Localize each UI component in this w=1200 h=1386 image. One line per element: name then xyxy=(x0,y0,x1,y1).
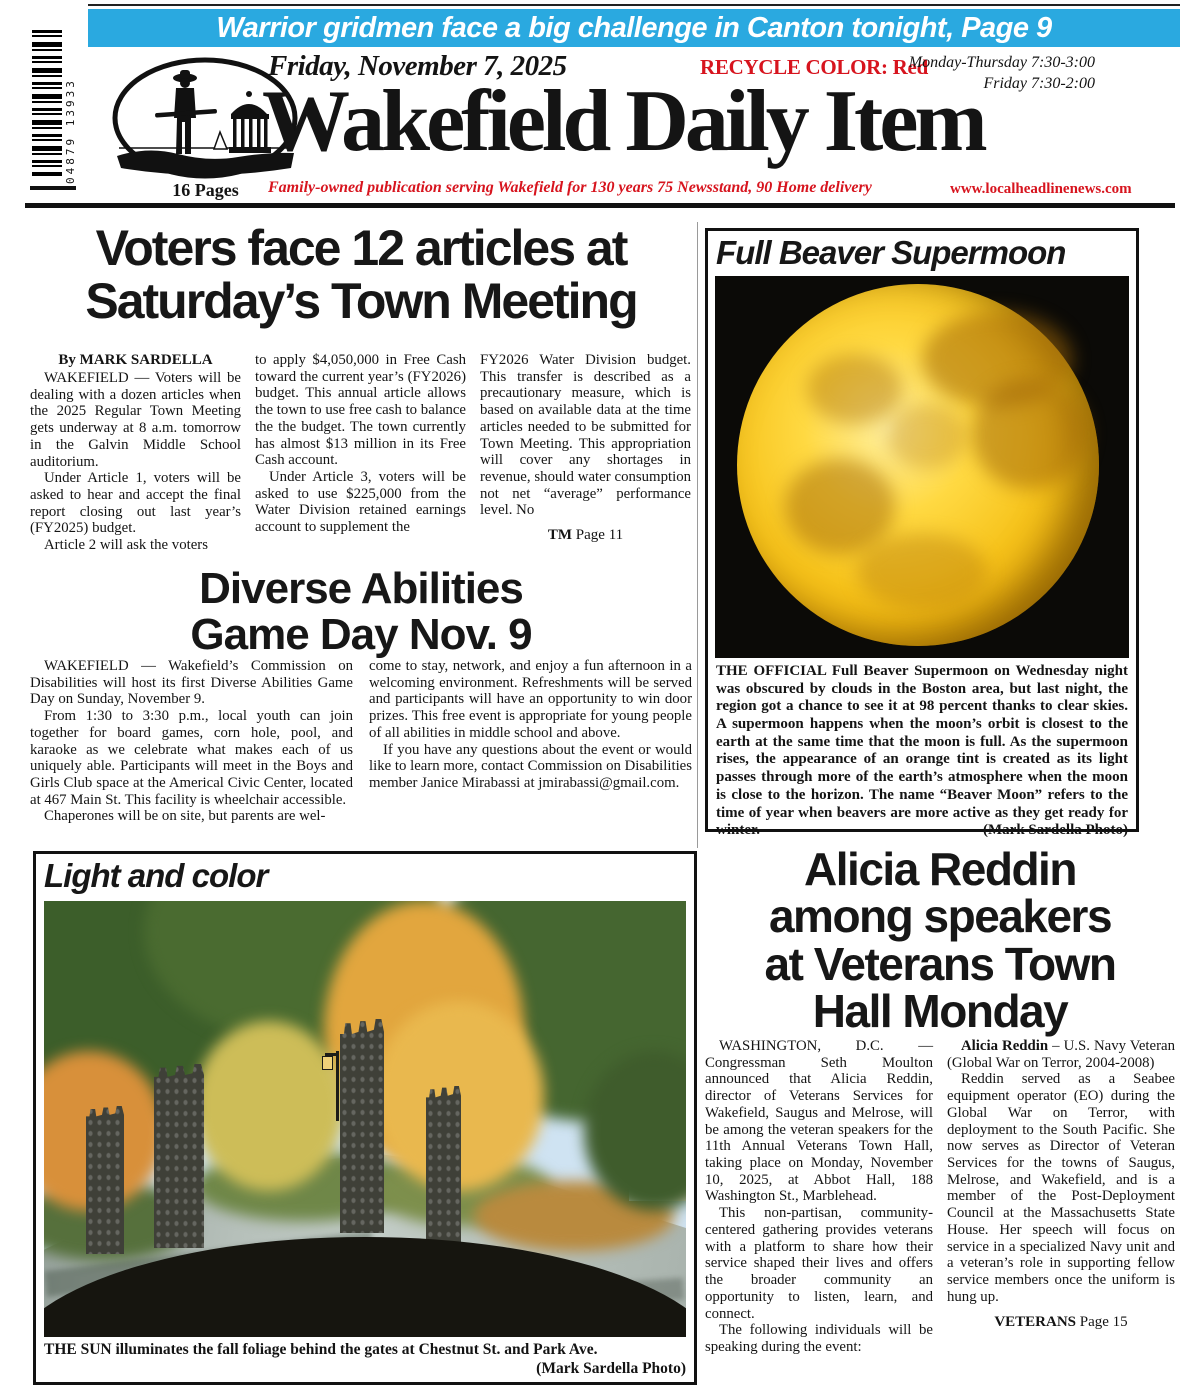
game-day-column-1 xyxy=(30,658,353,846)
paragraph: WASHINGTON, D.C. — Congressman Seth Moulton announced that Alicia Reddin, director of Veterans Services for Wakefield, Saugus and Melrose, will be among the veteran speakers for the 11th Annual Veterans Town Hall, taking place on Monday, November 10, 2025, at Abbot Hall, 188 Washington St., Marblehead. xyxy=(705,1038,933,1205)
veterans-headline xyxy=(705,843,1175,1038)
stone-pillar xyxy=(86,1106,124,1254)
paragraph: From 1:30 to 3:30 p.m., local youth can join together for board games, corn hole, pool, and karaoke as we celebrate what makes each of us uniquely able. Participants will meet in the Boys and Girls Club space at the Americal Civic Center, located at 467 Main St. This facility is wheelchair accessible. xyxy=(30,708,353,808)
stone-pillar xyxy=(426,1086,461,1248)
game-day-headline-line2: Game Day Nov. 9 xyxy=(190,609,532,659)
paragraph: to apply $4,050,000 in Free Cash toward the current year’s (FY2026) budget. This annual article allows the town to use free cash to balance the the budget. The town currently has almost $13 million in its Free Cash account. xyxy=(255,352,466,469)
light-and-color-photo-box xyxy=(33,851,697,1385)
jump-slug: VETERANS xyxy=(994,1313,1076,1330)
fall-foliage-photo xyxy=(44,901,686,1337)
game-day-headline xyxy=(30,566,692,658)
veterans-column-1 xyxy=(705,1038,933,1386)
continuation-line xyxy=(947,1314,1175,1331)
speaker-entry xyxy=(947,1038,1175,1071)
hours-line-2: Friday 7:30-2:00 xyxy=(983,75,1095,92)
paragraph: Reddin served as a Seabee equipment operator (EO) during the Global War on Terror, with deployment to the South Pacific. She now serves as Director of Veteran Services for the towns of Saugus, Melrose, and Wakefield, and is a member of the Post-Deployment Council at the Massachusetts State House. Her speech will focus on service in a specialized Navy unit and a veteran’s role in supporting fellow service members once the uniform is hung up. xyxy=(947,1071,1175,1305)
issue-date: Friday, November 7, 2025 xyxy=(268,50,567,82)
paragraph: Chaperones will be on site, but parents are wel- xyxy=(44,808,326,825)
caption-lead-in: THE OFFICIAL xyxy=(716,663,827,679)
lead-story-column-2 xyxy=(255,352,466,564)
veterans-headline-line3: at Veterans Town xyxy=(764,937,1116,990)
barcode-rule xyxy=(30,186,76,190)
jump-page: Page 15 xyxy=(1076,1313,1128,1330)
speaker-description: – U.S. Navy Veteran (Global War on Terror, 2004-2008) xyxy=(947,1038,1175,1071)
page-count: 16 Pages xyxy=(172,180,239,200)
photo-caption xyxy=(36,1337,694,1378)
photo-credit: (Mark Sardella Photo) xyxy=(983,822,1128,839)
top-banner: Warrior gridmen face a big challenge in Canton tonight, Page 9 xyxy=(88,9,1180,47)
supermoon-caption xyxy=(708,658,1136,845)
game-day-column-2 xyxy=(369,658,692,846)
barcode xyxy=(28,26,90,194)
website-link[interactable]: www.localheadlinenews.com xyxy=(950,181,1132,197)
barcode-bars xyxy=(32,30,62,176)
lead-story-column-3 xyxy=(480,352,691,564)
column-divider xyxy=(697,222,698,848)
paragraph: WAKEFIELD — Voters will be dealing with a dozen articles when the 2025 Regular Town Meeting gets underway at 8 a.m. tomorrow in the Galvin Middle School auditorium. xyxy=(30,370,241,470)
game-day-body xyxy=(30,658,692,846)
photo-credit: (Mark Sardella Photo) xyxy=(536,1359,686,1377)
masthead-rule xyxy=(25,203,1175,208)
moon-image xyxy=(737,284,1099,646)
paragraph: come to stay, network, and enjoy a fun afternoon in a welcoming environment. Refreshments will be served and participants will have an opportunity to win door prizes. This free event is appropriate for young people of all abilities in middle school and above. xyxy=(369,658,692,741)
byline: By MARK SARDELLA xyxy=(58,352,213,368)
recycle-color-label: RECYCLE COLOR: Red xyxy=(700,55,928,79)
hours-line-1: Monday-Thursday 7:30-3:00 xyxy=(908,54,1095,71)
light-and-color-title: Light and color xyxy=(44,857,268,894)
speaker-name: Alicia Reddin xyxy=(961,1038,1049,1054)
supermoon-photo-box xyxy=(705,228,1139,839)
lead-headline-line1: Voters face 12 articles at xyxy=(95,220,627,276)
veterans-headline-line4: Hall Monday xyxy=(812,985,1068,1038)
veterans-headline-line2: among speakers xyxy=(768,890,1112,943)
paragraph: The following individuals will be speaking during the event: xyxy=(705,1322,933,1355)
jump-slug: TM xyxy=(547,527,573,544)
supermoon-photo xyxy=(715,276,1129,658)
game-day-headline-line1: Diverse Abilities xyxy=(199,564,523,613)
jump-page: Page 11 xyxy=(572,527,624,544)
paragraph: Article 2 will ask the voters xyxy=(44,537,208,554)
masthead-tagline: Family-owned publication serving Wakefield for 130 years 75 Newsstand, 90 Home delivery xyxy=(268,179,872,196)
paragraph: FY2026 Water Division budget. This transfer is described as a precautionary measure, which is based on available data at the time articles needed to be submitted for Town Meeting. This appropriation will cover any shortages in revenue, should water consumption not net “average” performance level. No xyxy=(480,352,691,519)
lead-headline-line2: Saturday’s Town Meeting xyxy=(85,272,637,329)
veterans-body xyxy=(705,1038,1175,1386)
supermoon-title: Full Beaver Supermoon xyxy=(716,234,1066,271)
veterans-headline-line1: Alicia Reddin xyxy=(804,843,1076,895)
lead-story-body xyxy=(30,352,692,564)
paragraph: This non-partisan, community-centered gathering provides veterans with a platform to share how their service shaped their lives and offers the broader community an opportunity to listen, learn, and connect. xyxy=(705,1205,933,1322)
paragraph: WAKEFIELD — Wakefield’s Commission on Disabilities will host its first Diverse Abilities Game Day on Sunday, November 9. xyxy=(30,658,353,708)
newspaper-title: Wakefield Daily Item xyxy=(262,73,984,170)
paragraph: If you have any questions about the event or would like to learn more, contact Commission on Disabilities member Janice Mirabassi at jmirabassi@gmail.com. xyxy=(369,741,692,792)
paragraph: Under Article 3, voters will be asked to use $225,000 from the Water Division retained earnings account to supplement the xyxy=(255,469,466,536)
veterans-column-2 xyxy=(947,1038,1175,1386)
barcode-digits: 04879 13933 xyxy=(64,78,77,184)
caption-text: Full Beaver Supermoon on Wednesday night was obscured by clouds in the Boston area, but last night, the region got a chance to see it at 98 percent thanks to clear skies. A supermoon happens when the moon’s orbit is closest to the earth at the same time that the moon is full. As the supermoon rises, the appearance of an orange tint is created as its light passes through more of the earth’s atmosphere when the moon is close to the horizon. The name “Beaver Moon” refers to the time of year when beavers are more active as they get ready for winter. xyxy=(716,663,1129,839)
caption-text: THE SUN illuminates the fall foliage behind the gates at Chestnut St. and Park Ave. xyxy=(44,1341,598,1358)
paragraph: Under Article 1, voters will be asked to hear and accept the final report closing out last year’s (FY2025) budget. xyxy=(30,470,241,537)
lead-story-column-1 xyxy=(30,352,241,564)
stone-pillar xyxy=(154,1064,204,1248)
lead-story-headline xyxy=(30,222,692,327)
top-rule xyxy=(88,4,1180,6)
stone-pillar xyxy=(340,1019,384,1233)
continuation-line xyxy=(480,527,691,544)
